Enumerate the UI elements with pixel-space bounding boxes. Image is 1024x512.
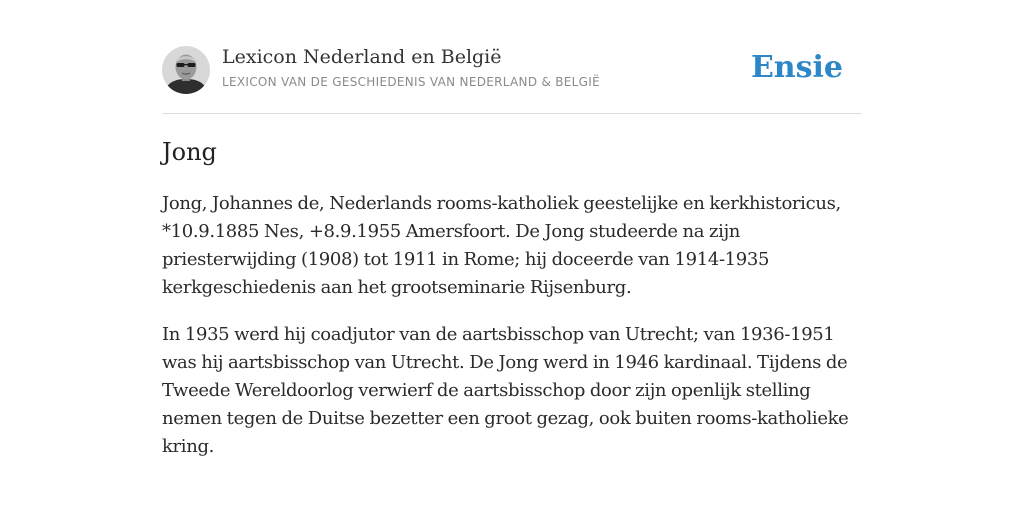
source-title[interactable]: Lexicon Nederland en België [222,46,502,68]
portrait-icon [162,46,210,94]
brand-logo[interactable]: Ensie [750,50,843,85]
source-subtitle: LEXICON VAN DE GESCHIEDENIS VAN NEDERLAND & BELGIË [222,75,600,89]
header-divider [162,113,862,114]
article-body [162,190,862,480]
header [162,46,862,96]
article-paragraph-2: In 1935 werd hij coadjutor van de aartsbisschop van Utrecht; van 1936-1951 was hij aartsbisschop van Utrecht. De Jong werd in 1946 kardinaal. Tijdens de Tweede Wereldoorlog verwierf de aartsbisschop door zijn openlijk stelling nemen tegen de Duitse bezetter een groot gezag, ook buiten rooms-katholieke kring. [162,324,849,457]
avatar[interactable] [162,46,210,94]
article-term: Jong [162,138,217,166]
article-paragraph-1: Jong, Johannes de, Nederlands rooms-katholiek geestelijke en kerkhistoricus, *10.9.1885 Nes, +8.9.1955 Amersfoort. De Jong studeerde na zijn priesterwijding (1908) tot 1911 in Rome; hij doceerde van 1914-1935 kerkgeschiedenis aan het grootseminarie Rijsenburg. [162,193,841,298]
